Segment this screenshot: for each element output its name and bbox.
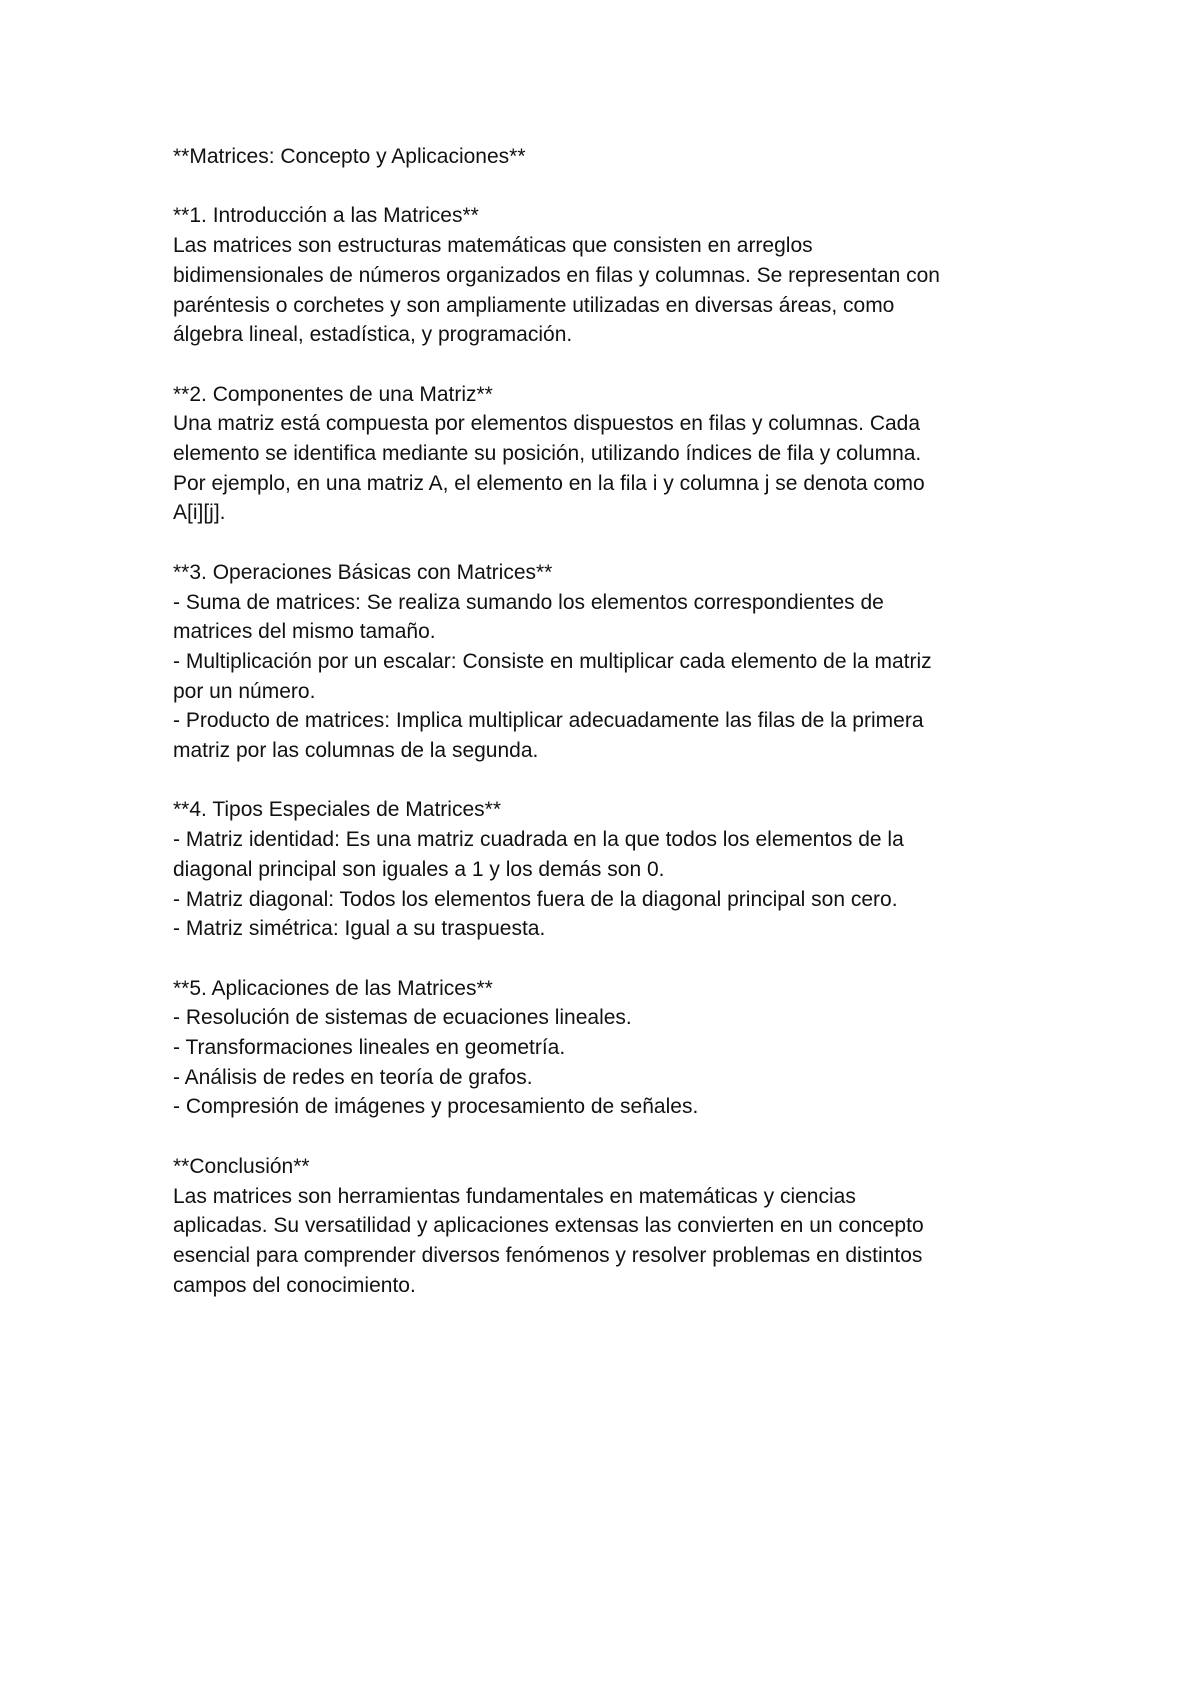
section-heading: **Conclusión** bbox=[173, 1154, 310, 1178]
spacer bbox=[173, 766, 1053, 796]
spacer bbox=[173, 172, 1053, 202]
list-item-line: - Matriz simétrica: Igual a su traspuesta. bbox=[173, 917, 546, 941]
section-componentes bbox=[173, 380, 1053, 529]
section-conclusion bbox=[173, 1152, 1053, 1301]
spacer bbox=[173, 350, 1053, 380]
section-heading: **2. Componentes de una Matriz** bbox=[173, 382, 493, 406]
document-title: **Matrices: Concepto y Aplicaciones** bbox=[173, 145, 526, 168]
section-introduccion bbox=[173, 201, 1053, 350]
list-item-line: - Transformaciones lineales en geometría. bbox=[173, 1036, 566, 1060]
paragraph-line: Una matriz está compuesta por elementos dispuestos en filas y columnas. Cada bbox=[173, 412, 921, 436]
paragraph-line: bidimensionales de números organizados en filas y columnas. Se representan con bbox=[173, 263, 940, 287]
paragraph-line: Las matrices son herramientas fundamentales en matemáticas y ciencias bbox=[173, 1184, 856, 1208]
list-item-line: - Matriz diagonal: Todos los elementos fuera de la diagonal principal son cero. bbox=[173, 887, 898, 911]
list-item-line: - Suma de matrices: Se realiza sumando los elementos correspondientes de bbox=[173, 590, 884, 614]
spacer bbox=[173, 944, 1053, 974]
list-item-line: matrices del mismo tamaño. bbox=[173, 620, 436, 644]
list-item-line: diagonal principal son iguales a 1 y los demás son 0. bbox=[173, 857, 665, 881]
paragraph-line: elemento se identifica mediante su posición, utilizando índices de fila y columna. bbox=[173, 442, 922, 465]
list-item-line: por un número. bbox=[173, 679, 316, 703]
paragraph-line: campos del conocimiento. bbox=[173, 1273, 416, 1297]
list-item-line: - Resolución de sistemas de ecuaciones lineales. bbox=[173, 1006, 632, 1030]
paragraph-line: Por ejemplo, en una matriz A, el elemento en la fila i y columna j se denota como bbox=[173, 471, 925, 495]
paragraph-line: Las matrices son estructuras matemáticas que consisten en arreglos bbox=[173, 234, 813, 258]
section-aplicaciones bbox=[173, 974, 1053, 1123]
list-item-line: - Compresión de imágenes y procesamiento de señales. bbox=[173, 1095, 699, 1119]
section-heading: **4. Tipos Especiales de Matrices** bbox=[173, 798, 501, 822]
spacer bbox=[173, 1122, 1053, 1152]
document-page bbox=[173, 142, 1053, 1300]
paragraph-line: aplicadas. Su versatilidad y aplicaciones extensas las convierten en un concepto bbox=[173, 1214, 924, 1238]
section-heading: **5. Aplicaciones de las Matrices** bbox=[173, 976, 493, 1000]
paragraph-line: esencial para comprender diversos fenómenos y resolver problemas en distintos bbox=[173, 1243, 923, 1267]
list-item-line: - Multiplicación por un escalar: Consiste en multiplicar cada elemento de la matriz bbox=[173, 649, 932, 673]
list-item-line: matriz por las columnas de la segunda. bbox=[173, 739, 539, 763]
list-item-line: - Matriz identidad: Es una matriz cuadrada en la que todos los elementos de la bbox=[173, 828, 904, 852]
section-heading: **3. Operaciones Básicas con Matrices** bbox=[173, 560, 553, 584]
section-heading: **1. Introducción a las Matrices** bbox=[173, 204, 479, 228]
section-tipos-especiales bbox=[173, 795, 1053, 944]
section-operaciones bbox=[173, 558, 1053, 766]
list-item-line: - Análisis de redes en teoría de grafos. bbox=[173, 1065, 533, 1089]
list-item-line: - Producto de matrices: Implica multiplicar adecuadamente las filas de la primera bbox=[173, 709, 924, 733]
spacer bbox=[173, 528, 1053, 558]
paragraph-line: álgebra lineal, estadística, y programación. bbox=[173, 323, 573, 347]
paragraph-line: A[i][j]. bbox=[173, 501, 226, 525]
paragraph-line: paréntesis o corchetes y son ampliamente utilizadas en diversas áreas, como bbox=[173, 293, 895, 317]
